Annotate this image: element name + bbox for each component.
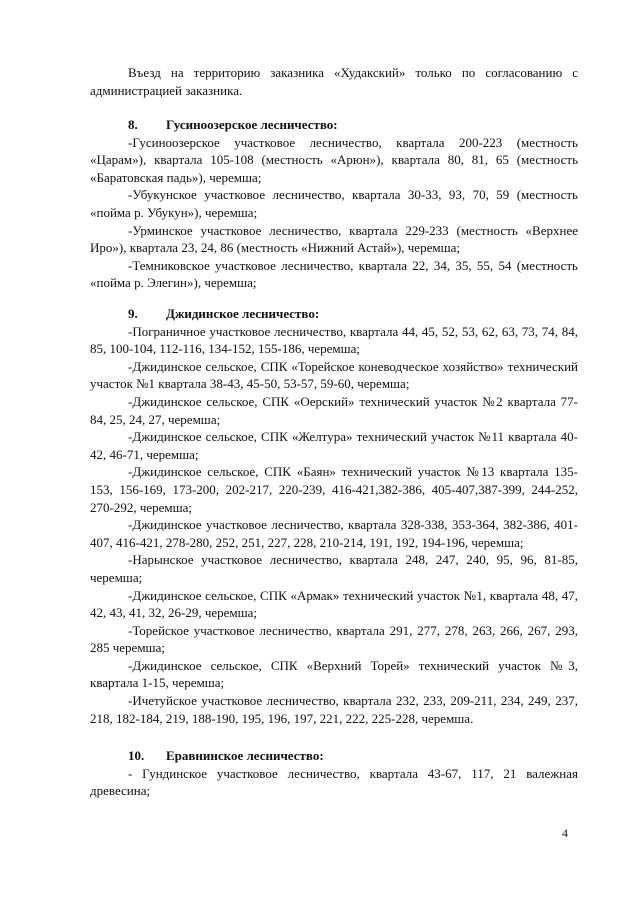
paragraph: -Джидинское сельское, СПК «Верхний Торей» технический участок №3, квартала 1-15, черемша; bbox=[90, 657, 578, 691]
paragraph: - Гундинское участковое лесничество, квартала 43-67, 117, 21 валежная древесина; bbox=[90, 765, 578, 799]
paragraph: -Ичетуйское участковое лесничество, квартала 232, 233, 209-211, 234, 249, 237, 218, 182-184, 219, 188-190, 195, 196, 197, 221, 222, 225-228, черемша. bbox=[90, 693, 578, 726]
section-8-heading bbox=[90, 116, 578, 134]
section-title: Еравнинское лесничество: bbox=[166, 748, 324, 763]
paragraph: -Джидинское сельское, СПК «Армак» технический участок №1, квартала 48, 47, 42, 43, 41, 32, 26-29, черемша; bbox=[90, 587, 578, 621]
section-9-heading bbox=[90, 305, 578, 323]
section-9 bbox=[90, 305, 578, 727]
section-number: 8. bbox=[128, 117, 138, 132]
section-title: Джидинское лесничество: bbox=[166, 306, 320, 321]
section-number: 9. bbox=[128, 306, 138, 321]
paragraph: -Темниковское участковое лесничество, квартала 22, 34, 35, 55, 54 (местность «пойма р. Элегин»), черемша; bbox=[90, 257, 578, 291]
intro-paragraph: Въезд на территорию заказника «Худакский» только по согласованию с администрацией заказника. bbox=[90, 65, 578, 98]
paragraph: -Джидинское сельское, СПК «Оерский» технический участок №2 квартала 77-84, 25, 24, 27, черемша; bbox=[90, 393, 578, 427]
paragraph: -Джидинское сельское, СПК «Торейское коневодческое хозяйство» технический участок №1 квартала 38-43, 45-50, 53-57, 59-60, черемша; bbox=[90, 358, 578, 392]
section-number: 10. bbox=[128, 748, 145, 763]
paragraph: -Урминское участковое лесничество, квартала 229-233 (местность «Верхнее Иро»), квартала 23, 24, 86 (местность «Нижний Астай»), черемша; bbox=[90, 222, 578, 256]
paragraph: -Гусиноозерское участковое лесничество, квартала 200-223 (местность «Царам»), квартала 105-108 (местность «Арюн»), квартала 80, 81, 65 (местность «Баратовская падь»), черемша; bbox=[90, 134, 578, 185]
paragraph: -Пограничное участковое лесничество, квартала 44, 45, 52, 53, 62, 63, 73, 74, 84, 85, 100-104, 112-116, 134-152, 155-186, черемша; bbox=[90, 323, 578, 357]
paragraph: -Джидинское сельское, СПК «Желтура» технический участок №11 квартала 40-42, 46-71, черемша; bbox=[90, 429, 578, 462]
page-number: 4 bbox=[562, 826, 568, 840]
paragraph: -Джидинское участковое лесничество, квартала 328-338, 353-364, 382-386, 401-407, 416-421, 278-280, 252, 251, 227, 228, 210-214, 191, 192, 194-196, черемша; bbox=[90, 517, 578, 550]
section-8 bbox=[90, 116, 578, 292]
paragraph: -Убукунское участковое лесничество, квартала 30-33, 93, 70, 59 (местность «пойма р. Убукун»), черемша; bbox=[90, 187, 578, 220]
paragraph: -Нарынское участковое лесничество, квартала 248, 247, 240, 95, 96, 81-85, черемша; bbox=[90, 552, 578, 585]
paragraph: -Джидинское сельское, СПК «Баян» технический участок №13 квартала 135-153, 156-169, 173-200, 202-217, 220-239, 416-421,382-386, 405-407,387-399, 244-252, 270-292, черемша; bbox=[90, 464, 578, 515]
section-10-heading bbox=[90, 747, 578, 765]
section-title: Гусиноозерское лесничество: bbox=[166, 117, 338, 132]
section-10 bbox=[90, 747, 578, 800]
paragraph: -Торейское участковое лесничество, квартала 291, 277, 278, 263, 266, 267, 293, 285 черемша; bbox=[90, 622, 578, 656]
intro-section bbox=[90, 64, 578, 99]
